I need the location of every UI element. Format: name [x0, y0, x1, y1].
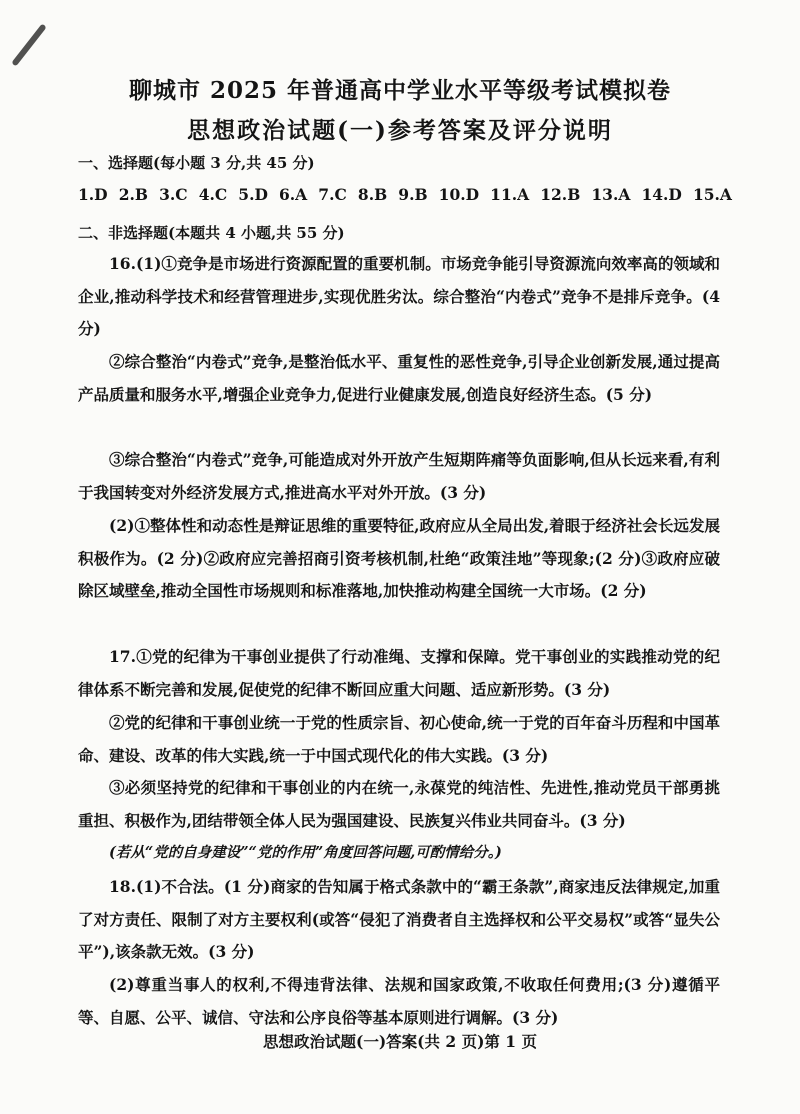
- choice-answers: [78, 185, 732, 204]
- q16-1-paragraph-b: ②综合整治“内卷式”竞争,是整治低水平、重复性的恶性竞争,引导企业创新发展,通过提高产品质量和服务水平,增强企业竞争力,促进行业健康发展,创造良好经济生态。(5 分): [78, 352, 720, 404]
- answer-item: 1.D: [78, 185, 108, 204]
- section-2-heading: 二、非选择题(本题共 4 小题,共 55 分): [78, 224, 345, 242]
- answer-item: 2.B: [118, 185, 148, 204]
- title-line-1: 聊城市 2025 年普通高中学业水平等级考试模拟卷: [128, 77, 672, 104]
- answer-item: 15.A: [692, 185, 732, 204]
- q17-grading-note: (若从“党的自身建设”“党的作用”角度回答问题,可酌情给分。): [109, 844, 502, 861]
- answer-item: 4.C: [198, 185, 228, 204]
- answer-item: 3.C: [159, 185, 188, 204]
- answer-item: 12.B: [540, 185, 581, 204]
- pen-mark: [11, 23, 47, 66]
- answer-item: 6.A: [279, 185, 308, 204]
- answer-item: 5.D: [238, 185, 268, 204]
- q18-2-paragraph: (2)尊重当事人的权利,不得违背法律、法规和国家政策,不收取任何费用;(3 分)遵循平等、自愿、公平、诚信、守法和公序良俗等基本原则进行调解。(3 分): [78, 975, 720, 1027]
- q17-paragraph-b: ②党的纪律和干事创业统一于党的性质宗旨、初心使命,统一于党的百年奋斗历程和中国革命、建设、改革的伟大实践,统一于中国式现代化的伟大实践。(3 分): [78, 713, 720, 765]
- page-footer: 思想政治试题(一)答案(共 2 页)第 1 页: [263, 1032, 537, 1051]
- answer-item: 8.B: [357, 185, 388, 204]
- q16-2-paragraph: (2)①整体性和动态性是辩证思维的重要特征,政府应从全局出发,着眼于经济社会长远发展积极作为。(2 分)②政府应完善招商引资考核机制,杜绝“政策洼地”等现象;(2 分)③政府应破除区域壁垒,推动全国性市场规则和标准落地,加快推动构建全国统一大市场。(2 分): [78, 516, 720, 600]
- answer-item: 13.A: [591, 185, 631, 204]
- q18-1-paragraph: 18.(1)不合法。(1 分)商家的告知属于格式条款中的“霸王条款”,商家违反法律规定,加重了对方责任、限制了对方主要权利(或答“侵犯了消费者自主选择权和公平交易权”或答“显失公平”),该条款无效。(3 分): [78, 877, 720, 961]
- answer-item: 14.D: [641, 185, 682, 204]
- answer-item: 9.B: [398, 185, 428, 204]
- q17-paragraph-a: 17.①党的纪律为干事创业提供了行动准绳、支撑和保障。党干事创业的实践推动党的纪律体系不断完善和发展,促使党的纪律不断回应重大问题、适应新形势。(3 分): [78, 647, 720, 699]
- answer-item: 10.D: [438, 185, 480, 204]
- answer-item: 11.A: [490, 185, 530, 204]
- q17-paragraph-c: ③必须坚持党的纪律和干事创业的内在统一,永葆党的纯洁性、先进性,推动党员干部勇挑重担、积极作为,团结带领全体人民为强国建设、民族复兴伟业共同奋斗。(3 分): [78, 778, 720, 830]
- answer-item: 7.C: [318, 185, 347, 204]
- q16-1-paragraph-a: 16.(1)①竞争是市场进行资源配置的重要机制。市场竞争能引导资源流向效率高的领域和企业,推动科学技术和经营管理进步,实现优胜劣汰。综合整治“内卷式”竞争不是排斥竞争。(4 分): [78, 254, 720, 338]
- q16-1-paragraph-c: ③综合整治“内卷式”竞争,可能造成对外开放产生短期阵痛等负面影响,但从长远来看,有利于我国转变对外经济发展方式,推进高水平对外开放。(3 分): [78, 450, 720, 502]
- title-line-2: 思想政治试题(一)参考答案及评分说明: [187, 117, 613, 144]
- section-1-heading: 一、选择题(每小题 3 分,共 45 分): [78, 154, 315, 172]
